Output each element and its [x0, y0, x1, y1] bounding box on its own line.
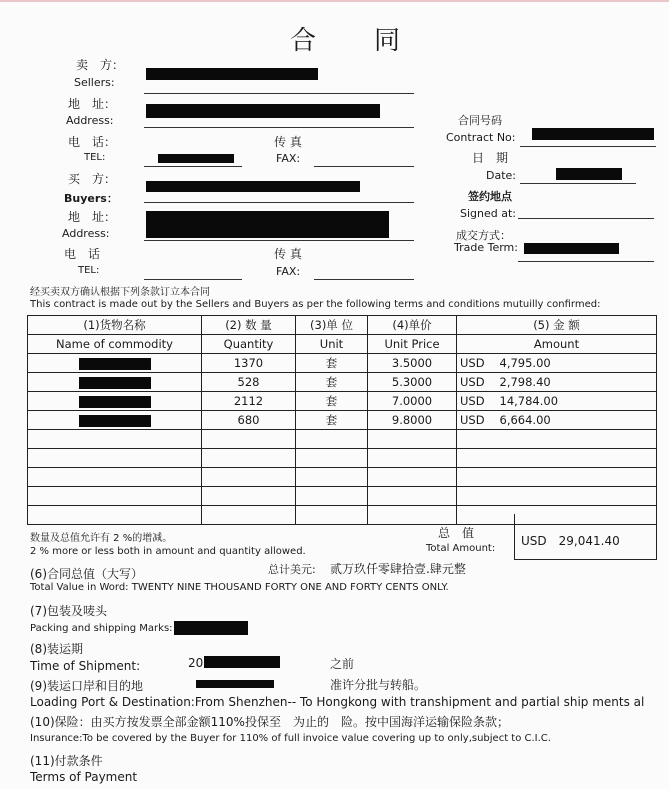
- price-cell: 5.3000: [368, 373, 457, 392]
- buyer-fax-cn: 传 真: [274, 247, 302, 261]
- empty-row: [28, 449, 657, 468]
- commodity-cell: [28, 411, 202, 430]
- commodity-redaction: [79, 377, 151, 389]
- buyer-fax-en: FAX:: [276, 265, 301, 278]
- table-header-row-en: [28, 335, 657, 354]
- trade-term-cn: 成交方式：: [456, 229, 511, 242]
- clause11-en: Terms of Payment: [30, 770, 138, 784]
- table-row: [28, 373, 657, 392]
- date-en: Date:: [486, 169, 516, 182]
- seller-fax-line: [314, 166, 414, 167]
- quantity-cell: 2112: [202, 392, 296, 411]
- intro-en: This contract is made out by the Sellers and Buyers as per the following terms and conditions mutuilly confirmed:: [30, 299, 601, 310]
- seller-address-line: [144, 127, 414, 128]
- buyer-address-redaction: [146, 211, 389, 238]
- price-cell: 7.0000: [368, 392, 457, 411]
- contract-no-cn: 合同号码: [458, 114, 502, 127]
- clause7-en: Packing and shipping Marks:: [30, 623, 173, 634]
- trade-term-line: [518, 261, 654, 262]
- seller-tel-line: [144, 166, 242, 167]
- currency-cell: USD: [457, 392, 497, 411]
- contract-no-redaction: [532, 128, 654, 140]
- seller-tel-cn: 电 话：: [68, 135, 117, 149]
- clause6-cn-label: 总计美元:: [268, 563, 316, 576]
- header-unit-en: Unit: [296, 335, 368, 354]
- header-quantity-en: Quantity: [202, 335, 296, 354]
- header-commodity-cn: (1)货物名称: [28, 316, 202, 335]
- header-price-en: Unit Price: [368, 335, 457, 354]
- seller-address-en: Address:: [66, 114, 114, 127]
- unit-cell: 套: [296, 373, 368, 392]
- price-cell: 9.8000: [368, 411, 457, 430]
- buyer-name-redaction: [146, 181, 360, 192]
- intro-cn: 经买卖双方确认根据下列条款订立本合同: [30, 287, 210, 298]
- goods-table: [27, 315, 657, 525]
- empty-row: [28, 430, 657, 449]
- clause8-en: Time of Shipment:: [30, 659, 141, 673]
- currency-cell: USD: [457, 411, 497, 430]
- empty-row: [28, 487, 657, 506]
- commodity-redaction: [79, 415, 151, 427]
- header-unit-cn: (3)单 位: [296, 316, 368, 335]
- price-cell: 3.5000: [368, 354, 457, 373]
- clause6-en: Total Value in Word: TWENTY NINE THOUSAND FORTY ONE AND FORTY CENTS ONLY.: [30, 582, 449, 593]
- seller-address-redaction: [146, 104, 380, 118]
- header-commodity-en: Name of commodity: [28, 335, 202, 354]
- buyer-address-cn: 地 址：: [68, 210, 117, 224]
- port-redaction: [196, 680, 274, 688]
- clause11-heading: (11)付款条件: [30, 754, 103, 768]
- tolerance-cn: 数量及总值允许有 2 %的增减。: [30, 533, 173, 544]
- commodity-cell: [28, 392, 202, 411]
- signed-at-en: Signed at:: [460, 207, 516, 220]
- tolerance-en: 2 % more or less both in amount and quantity allowed.: [30, 546, 306, 557]
- amount-cell: 14,784.00: [497, 392, 657, 411]
- seller-name-redaction: [146, 68, 318, 80]
- clause10-cn: (10)保险：由买方按发票全部金额110%投保至 为止的 险。按中国海洋运输保险条款；: [30, 715, 509, 729]
- trade-term-redaction: [524, 243, 619, 254]
- clause8-heading: (8)装运期: [30, 642, 83, 656]
- contract-no-en: Contract No:: [446, 131, 516, 144]
- buyer-tel-cn: 电 话: [64, 247, 101, 261]
- unit-cell: 套: [296, 354, 368, 373]
- seller-label-cn: 卖 方：: [76, 58, 125, 72]
- seller-fax-cn: 传 真: [274, 135, 302, 149]
- shipment-date-redaction: [204, 656, 280, 668]
- total-amount-en: Total Amount:: [426, 543, 496, 554]
- total-amount-value: USD 29,041.40: [521, 534, 620, 548]
- header-price-cn: (4)单价: [368, 316, 457, 335]
- clause6-heading: (6)合同总值（大写）: [30, 567, 143, 581]
- document-title: 合 同: [290, 26, 403, 56]
- amount-cell: 2,798.40: [497, 373, 657, 392]
- buyer-tel-line: [144, 279, 242, 280]
- amount-cell: 6,664.00: [497, 411, 657, 430]
- commodity-cell: [28, 354, 202, 373]
- table-row: [28, 411, 657, 430]
- seller-address-cn: 地 址：: [68, 97, 117, 111]
- quantity-cell: 680: [202, 411, 296, 430]
- table-row: [28, 354, 657, 373]
- seller-name-line: [144, 93, 414, 94]
- currency-cell: USD: [457, 354, 497, 373]
- buyer-label-cn: 买 方：: [68, 172, 117, 186]
- unit-cell: 套: [296, 411, 368, 430]
- unit-cell: 套: [296, 392, 368, 411]
- trade-term-en: Trade Term:: [454, 241, 518, 254]
- seller-tel-redaction: [158, 154, 234, 163]
- date-cn: 日 期: [472, 151, 509, 165]
- buyer-label-en: Buyers：: [64, 192, 118, 205]
- seller-label-en: Sellers:: [74, 76, 115, 89]
- top-edge-line: [0, 0, 669, 2]
- contract-no-line: [520, 146, 656, 147]
- commodity-redaction: [79, 358, 151, 370]
- seller-tel-en: TEL:: [84, 152, 106, 163]
- table-header-row-cn: [28, 316, 657, 335]
- clause9-en: Loading Port & Destination:From Shenzhen-- To Hongkong with transhipment and partial ship ments al: [30, 695, 645, 709]
- signed-at-cn: 签约地点: [468, 190, 512, 203]
- shipment-before: 之前: [330, 657, 355, 671]
- total-amount-cn: 总 值: [438, 526, 475, 540]
- date-redaction: [556, 168, 622, 180]
- header-amount-en: Amount: [457, 335, 657, 354]
- shipping-marks-redaction: [174, 621, 248, 635]
- commodity-cell: [28, 373, 202, 392]
- table-row: [28, 392, 657, 411]
- buyer-fax-line: [314, 279, 414, 280]
- buyer-tel-en: TEL:: [78, 265, 100, 276]
- date-line: [520, 183, 636, 184]
- buyer-name-line: [144, 202, 414, 203]
- header-amount-cn: (5) 金 额: [457, 316, 657, 335]
- commodity-redaction: [79, 396, 151, 408]
- shipment-year-prefix: 20: [188, 656, 204, 670]
- buyer-address-line: [144, 240, 414, 241]
- buyer-address-en: Address:: [62, 227, 110, 240]
- empty-row: [28, 468, 657, 487]
- quantity-cell: 1370: [202, 354, 296, 373]
- currency-cell: USD: [457, 373, 497, 392]
- header-quantity-cn: (2) 数 量: [202, 316, 296, 335]
- clause6-cn-value: 贰万玖仟零肆拾壹.肆元整: [330, 562, 466, 576]
- clause9-heading: (9)装运口岸和目的地: [30, 679, 143, 693]
- clause9-note-cn: 准许分批与转船。: [330, 678, 427, 692]
- seller-fax-en: FAX:: [276, 152, 301, 165]
- signed-at-line: [518, 218, 654, 219]
- quantity-cell: 528: [202, 373, 296, 392]
- clause7-heading: (7)包装及唛头: [30, 604, 107, 618]
- amount-cell: 4,795.00: [497, 354, 657, 373]
- clause10-en: Insurance:To be covered by the Buyer for 110% of full invoice value covering up to only,subject to C.I.C.: [30, 733, 551, 744]
